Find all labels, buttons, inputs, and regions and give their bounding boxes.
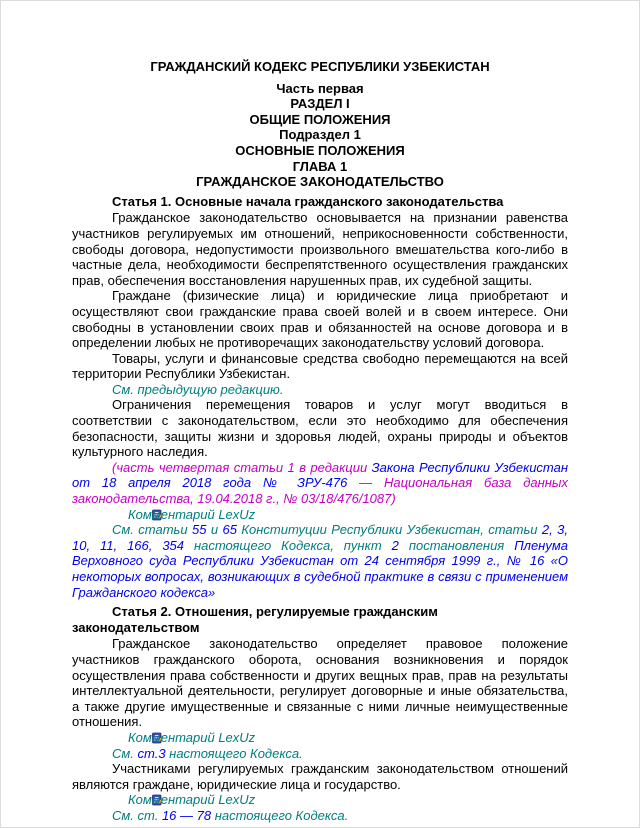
legal-reference-link[interactable]: Закона Республики Узбекистан от 18 апреля 2018 года № ЗРУ-476: [72, 459, 569, 491]
lexuz-comment-icon[interactable]: [112, 794, 124, 806]
heading-razdel-1: [72, 96, 568, 112]
lexuz-comment-icon[interactable]: [112, 732, 124, 744]
section-heading-text: РАЗДЕЛ I: [290, 96, 350, 112]
note-text: См. ст.: [112, 807, 162, 823]
heading-podrazdel-1: [72, 127, 568, 143]
lexuz-comment-link[interactable]: Комментарий LexUz: [128, 729, 256, 745]
document-title: [72, 59, 568, 75]
note-text: — Национальная база данных законодательства, 19.04.2018 г., № 03/18/476/1087): [72, 475, 568, 507]
legal-reference-link[interactable]: 2: [391, 537, 399, 553]
heading-part-first: [72, 81, 568, 97]
section-heading-text: Подраздел 1: [279, 127, 361, 143]
note-text: См.: [112, 745, 138, 761]
article-1-heading: [72, 194, 568, 210]
note-text: (часть четвертая статьи 1 в редакции: [112, 459, 372, 475]
section-heading-text: ГЛАВА 1: [292, 158, 348, 174]
legal-reference-link[interactable]: 16 — 78: [161, 807, 212, 823]
section-heading-text: ОСНОВНЫЕ ПОЛОЖЕНИЯ: [235, 142, 405, 158]
article-1-paragraph-4: [72, 397, 568, 459]
legal-reference-link[interactable]: 2, 3, 10, 11, 166, 354: [72, 522, 568, 553]
see-references-note-1: [72, 522, 568, 600]
legal-reference-link[interactable]: См. предыдущую редакцию.: [112, 381, 284, 397]
article-1-paragraph-1: [72, 210, 568, 288]
legal-reference-link[interactable]: 55: [192, 522, 207, 538]
article-2-paragraph-1: [72, 636, 568, 730]
lexuz-comment-2: [72, 730, 568, 746]
document-title-text: ГРАЖДАНСКИЙ КОДЕКС РЕСПУБЛИКИ УЗБЕКИСТАН: [150, 59, 490, 74]
note-text: настоящего Кодекса.: [211, 807, 349, 823]
section-heading-text: Часть первая: [276, 80, 364, 96]
note-text: и: [206, 522, 223, 538]
lexuz-comment-link[interactable]: Комментарий LexUz: [128, 792, 256, 808]
paragraph-text: Гражданское законодательство определяет правовое положение участников гражданского оборота, основания возникновения и порядок осуществления права собственности и других вещных прав, прав на результаты интеллектуальной деятельности, регулирует договорные и иные обязательства, а также другие имущественные и связанные с ними личные неимущественные отношения.: [72, 636, 568, 730]
section-heading-text: ГРАЖДАНСКОЕ ЗАКОНОДАТЕЛЬСТВО: [196, 174, 444, 190]
note-text: Конституции Республики Узбекистан, статьи: [236, 522, 542, 538]
see-references-note-3: [72, 808, 568, 824]
note-text: настоящего Кодекса.: [165, 745, 303, 761]
lexuz-comment-1: [72, 507, 568, 523]
note-text: настоящего Кодекса, пункт: [184, 537, 392, 553]
previous-revision-link: [72, 382, 568, 398]
legal-reference-link[interactable]: Пленума Верховного суда Республики Узбекистан от 24 сентября 1999 г., № 16 «О некоторых вопросах, возникающих в судебной практике в связи с применением Гражданского кодекса»: [72, 537, 568, 600]
section-heading-text: ОБЩИЕ ПОЛОЖЕНИЯ: [249, 111, 391, 127]
article-2-heading: [72, 604, 568, 635]
article-2-paragraph-2: [72, 761, 568, 792]
article-1-paragraph-3: [72, 351, 568, 382]
article-heading-text: Статья 1. Основные начала гражданского законодательства: [112, 193, 504, 209]
paragraph-text: Участниками регулируемых гражданским законодательством отношений являются граждане, юридические лица и государство.: [72, 761, 568, 792]
paragraph-text: Ограничения перемещения товаров и услуг могут вводиться в соответствии с законодательством, если это необходимо для обеспечения безопасности, защиты жизни и здоровья людей, охраны природы и объектов культурного наследия.: [72, 397, 568, 460]
note-text: постановления: [398, 537, 515, 553]
heading-grazhdanskoe-zakonodatelstvo: [72, 174, 568, 190]
note-text: См. статьи: [112, 522, 192, 538]
paragraph-text: Граждане (физические лица) и юридические лица приобретают и осуществляют свои гражданские права своей волей и в своем интересе. Они свободны в установлении своих прав и обязанностей на основе договора и в определении любых не противоречащих законодательству условий договора.: [72, 288, 568, 351]
legal-reference-link[interactable]: 65: [222, 522, 237, 538]
paragraph-text: Гражданское законодательство основывается на признании равенства участников регулируемых им отношений, неприкосновенности собственности, свободы договора, недопустимости произвольного вмешательства кого-либо в частные дела, необходимости беспрепятственного осуществления гражданских прав, обеспечения восстановления нарушенных прав, их судебной защиты.: [72, 210, 568, 288]
see-references-note-2: [72, 746, 568, 762]
lexuz-comment-icon[interactable]: [112, 509, 124, 521]
legal-reference-link[interactable]: ст.3: [137, 745, 166, 761]
heading-osnovnye-polozheniya: [72, 143, 568, 159]
article-heading-text: Статья 2. Отношения, регулируемые гражданским законодательством: [72, 604, 438, 635]
lexuz-comment-3: [72, 792, 568, 808]
article-1-paragraph-2: [72, 288, 568, 350]
lexuz-comment-link[interactable]: Комментарий LexUz: [128, 506, 256, 522]
document-content: [72, 59, 568, 824]
paragraph-text: Товары, услуги и финансовые средства свободно перемещаются на всей территории Республики Узбекистан.: [72, 350, 568, 382]
heading-glava-1: [72, 159, 568, 175]
revision-note: [72, 460, 568, 507]
heading-obshchie-polozheniya: [72, 112, 568, 128]
